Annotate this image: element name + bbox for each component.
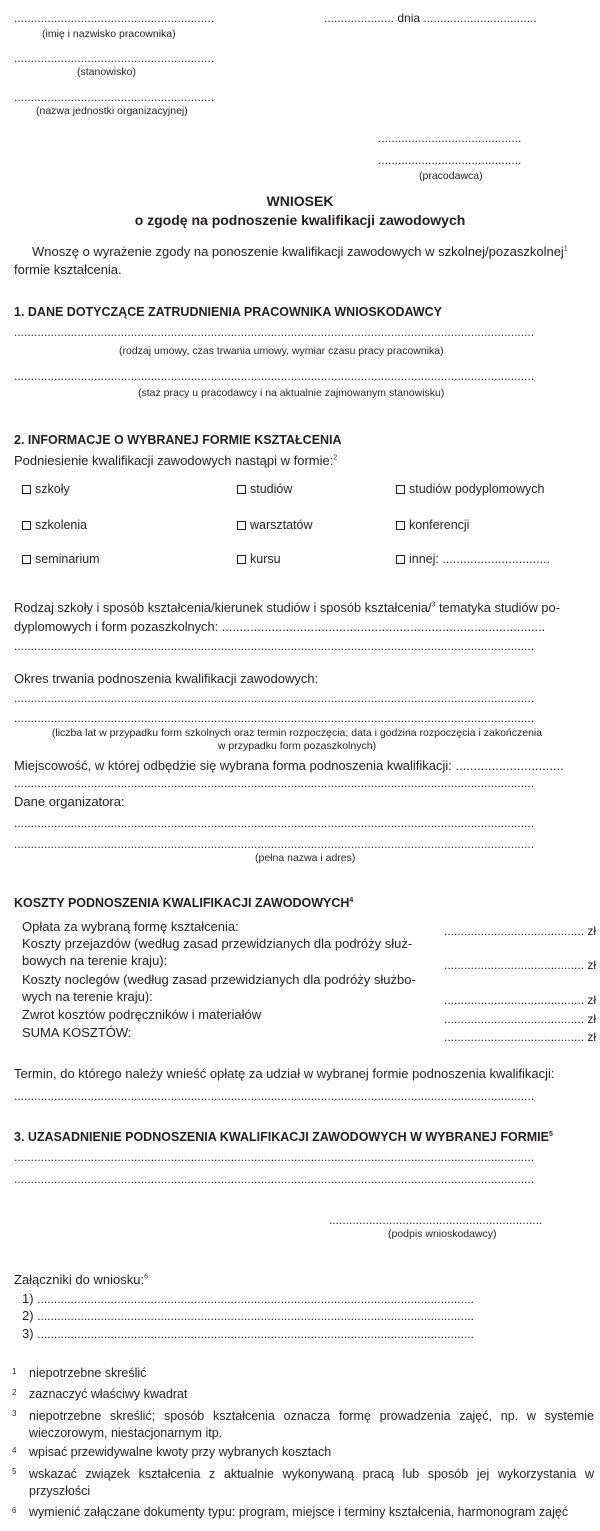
form-label	[14, 453, 337, 468]
footnote-number: 3	[12, 1409, 17, 1418]
option-studies[interactable]	[237, 482, 292, 496]
cost-total-amount[interactable]	[444, 1030, 596, 1044]
attachment-number: 2)	[22, 1308, 34, 1323]
justification-field-2[interactable]: ............................................................................................................................................................	[14, 1172, 535, 1186]
intro-text	[32, 244, 588, 259]
costs-heading-text: KOSZTY PODNOSZENIA KWALIFIKACJI ZAWODOWYCH	[14, 896, 350, 910]
currency-label: zł	[587, 958, 597, 972]
currency-label: zł	[587, 1012, 597, 1026]
option-workshops[interactable]	[237, 518, 313, 532]
period-field-1[interactable]: ............................................................................................................................................................	[14, 691, 535, 705]
form-label-sup: 2	[333, 454, 338, 462]
employment-field[interactable]: ............................................................................................................................................................	[14, 325, 535, 339]
date-field[interactable]: ..................................	[423, 11, 537, 25]
attachment-item-1[interactable]	[22, 1291, 474, 1306]
amount-field[interactable]: ..........................................	[444, 993, 585, 1007]
currency-label: zł	[587, 924, 597, 938]
section3-heading-text: 3. UZASADNIENIE PODNOSZENIA KWALIFIKACJI ZAWODOWYCH W WYBRANEJ FORMIE	[14, 1130, 549, 1144]
cost-lodging-amount[interactable]	[444, 993, 596, 1007]
employer-field-2[interactable]: ...........................................	[378, 153, 522, 167]
amount-field[interactable]: ..........................................	[444, 1012, 585, 1026]
footnote-number: 4	[12, 1446, 17, 1455]
cost-tuition-label: Opłata za wybraną formę kształcenia:	[22, 919, 239, 934]
attachment-field[interactable]: ...................................................................................................................................	[37, 1309, 474, 1323]
section3-heading-sup: 5	[548, 1130, 553, 1138]
attachment-number: 3)	[22, 1326, 34, 1341]
place-label[interactable]: Miejscowość, w której odbędzie się wybrana forma podnoszenia kwalifikacji: ..............................	[14, 758, 564, 773]
cost-total-label: SUMA KOSZTÓW:	[22, 1025, 132, 1040]
cost-lodging-label-1: Koszty noclegów (według zasad przewidzianych dla podróży służbo-	[22, 972, 416, 987]
deadline-field[interactable]: ............................................................................................................................................................	[14, 1089, 535, 1103]
option-label: szkoły	[35, 482, 70, 496]
option-school[interactable]	[22, 482, 70, 496]
unit-field[interactable]: ............................................................	[14, 90, 215, 104]
period-label: Okres trwania podnoszenia kwalifikacji zawodowych:	[14, 671, 319, 686]
cost-travel-amount[interactable]	[444, 958, 596, 972]
option-conference[interactable]	[396, 518, 469, 532]
footnote-number: 5	[12, 1467, 17, 1476]
amount-field[interactable]: ..........................................	[444, 924, 585, 938]
cost-lodging-label-2: wych na terenie kraju):	[22, 989, 153, 1004]
organizer-field-1[interactable]: ............................................................................................................................................................	[14, 816, 535, 830]
employee-name-caption: (imię i nazwisko pracownika)	[42, 28, 176, 40]
checkbox-icon[interactable]	[22, 521, 31, 530]
period-caption-2: w przypadku form pozaszkolnych)	[217, 740, 377, 752]
checkbox-icon[interactable]	[237, 485, 246, 494]
footnote-text: zaznaczyć właściwy kwadrat	[29, 1387, 188, 1401]
attachment-item-2[interactable]	[22, 1308, 474, 1323]
seniority-caption: (staż pracy u pracodawcy i na aktualnie zajmowanym stanowisku)	[138, 387, 445, 399]
option-other[interactable]	[396, 552, 550, 566]
attachments-label	[14, 1272, 148, 1287]
date-line	[324, 11, 537, 25]
costs-heading-sup: 4	[349, 896, 354, 904]
organizer-field-2[interactable]: ............................................................................................................................................................	[14, 837, 535, 851]
place-field[interactable]: .....................	[324, 11, 395, 25]
position-field[interactable]: ............................................................	[14, 51, 215, 65]
costs-heading	[14, 896, 353, 910]
checkbox-icon[interactable]	[22, 555, 31, 564]
option-training[interactable]	[22, 518, 87, 532]
checkbox-icon[interactable]	[237, 555, 246, 564]
kind-sup: 3	[431, 601, 436, 609]
document-title: WNIOSEK	[266, 193, 334, 209]
option-label: konferencji	[409, 518, 470, 532]
checkbox-icon[interactable]	[396, 485, 405, 494]
unit-caption: (nazwa jednostki organizacyjnej)	[36, 105, 188, 117]
cost-books-label: Zwrot kosztów podręczników i materiałów	[22, 1007, 262, 1022]
option-label: szkolenia	[35, 518, 88, 532]
deadline-label: Termin, do którego należy wnieść opłatę za udział w wybranej formie podnoszenia kwalifikacji:	[14, 1066, 555, 1081]
kind-text	[14, 600, 560, 615]
attachment-field[interactable]: ...................................................................................................................................	[37, 1292, 474, 1306]
checkbox-icon[interactable]	[396, 521, 405, 530]
option-course[interactable]	[237, 552, 281, 566]
cost-tuition-amount[interactable]	[444, 924, 596, 938]
kind-text-part2: tematyka studiów po-	[435, 600, 560, 615]
attachment-field[interactable]: ...................................................................................................................................	[37, 1327, 474, 1341]
kind-text-part1: Rodzaj szkoły i sposób kształcenia/kierunek studiów i sposób kształcenia/	[14, 600, 432, 615]
signature-field[interactable]: ................................................................	[329, 1213, 543, 1227]
justification-field-1[interactable]: ............................................................................................................................................................	[14, 1150, 535, 1164]
option-postgraduate[interactable]	[396, 482, 545, 496]
employer-field-1[interactable]: ...........................................	[378, 131, 522, 145]
checkbox-icon[interactable]	[237, 521, 246, 530]
footnote-number: 2	[12, 1388, 17, 1397]
attachment-number: 1)	[22, 1291, 34, 1306]
place-field[interactable]: ............................................................................................................................................................	[14, 776, 535, 790]
option-label: seminarium	[35, 552, 100, 566]
footnote-text: niepotrzebne skreślić	[29, 1366, 147, 1380]
currency-label: zł	[587, 993, 597, 1007]
checkbox-icon[interactable]	[22, 485, 31, 494]
checkbox-icon[interactable]	[396, 555, 405, 564]
form-label-text: Podniesienie kwalifikacji zawodowych nastąpi w formie:	[14, 453, 334, 468]
organizer-caption: (pełna nazwa i adres)	[255, 852, 356, 864]
date-word: dnia	[397, 11, 421, 25]
currency-label: zł	[587, 1030, 597, 1044]
footnote-text: wpisać przewidywalne kwoty przy wybranych kosztach	[29, 1445, 332, 1459]
organizer-label: Dane organizatora:	[14, 794, 125, 809]
amount-field[interactable]: ..........................................	[444, 1030, 585, 1044]
footnote-text: niepotrzebne skreślić; sposób kształcenia oznacza formę prowadzenia zajęć, np. w systemie wieczorowym, niestacjonarnym itp.	[29, 1409, 594, 1440]
option-seminar[interactable]	[22, 552, 100, 566]
footnote-number: 6	[12, 1506, 17, 1515]
footnote-text: wskazać związek kształcenia z aktualnie wykonywaną pracą lub sposób jej wykorzystania w przyszłości	[29, 1467, 594, 1498]
section2-heading: 2. INFORMACJE O WYBRANEJ FORMIE KSZTAŁCENIA	[14, 433, 342, 447]
cost-travel-label-2: bowych na terenie kraju):	[22, 953, 168, 968]
cost-travel-label-1: Koszty przejazdów (według zasad przewidzianych dla podróży służ-	[22, 936, 413, 951]
intro-text-line2: formie kształcenia.	[14, 262, 122, 277]
cost-books-amount[interactable]	[444, 1012, 596, 1026]
signature-caption: (podpis wnioskodawcy)	[388, 1228, 497, 1240]
employee-name-field[interactable]: ............................................................	[14, 11, 215, 25]
option-label: studiów	[250, 482, 293, 496]
period-field-2[interactable]: ............................................................................................................................................................	[14, 711, 535, 725]
section1-heading: 1. DANE DOTYCZĄCE ZATRUDNIENIA PRACOWNIKA WNIOSKODAWCY	[14, 305, 443, 319]
kind-text-line2[interactable]: dyplomowych i form pozaszkolnych: ...........................................................................................	[14, 619, 546, 634]
employer-caption: (pracodawca)	[419, 170, 483, 182]
option-label: warsztatów	[250, 518, 313, 532]
employment-caption: (rodzaj umowy, czas trwania umowy, wymiar czasu pracy pracownika)	[119, 345, 444, 357]
section3-heading	[14, 1130, 553, 1144]
document-subtitle: o zgodę na podnoszenie kwalifikacji zawodowych	[134, 212, 466, 228]
attachments-label-text: Załączniki do wniosku:	[14, 1272, 145, 1287]
intro-sup: 1	[563, 245, 568, 253]
option-label: studiów podyplomowych	[409, 482, 545, 496]
attachment-item-3[interactable]	[22, 1326, 474, 1341]
intro-text-line1: Wnoszę o wyrażenie zgody na ponoszenie kwalifikacji zawodowych w szkolnej/pozaszkolnej	[32, 244, 564, 259]
option-label: kursu	[250, 552, 281, 566]
attachments-label-sup: 6	[144, 1273, 148, 1281]
seniority-field[interactable]: ............................................................................................................................................................	[14, 369, 535, 383]
footnote-number: 1	[12, 1367, 17, 1376]
amount-field[interactable]: ..........................................	[444, 958, 585, 972]
position-caption: (stanowisko)	[77, 66, 136, 78]
kind-field[interactable]: ............................................................................................................................................................	[14, 639, 535, 653]
footnote-text: wymienić załączane dokumenty typu: program, miejsce i terminy kształcenia, harmonogram zajęć	[29, 1505, 569, 1519]
period-caption-1: (liczba lat w przypadku form szkolnych oraz termin rozpoczęcia; data i godzina rozpoczęcia i zakończenia	[51, 727, 543, 739]
option-label: innej: ...............................	[409, 552, 551, 566]
